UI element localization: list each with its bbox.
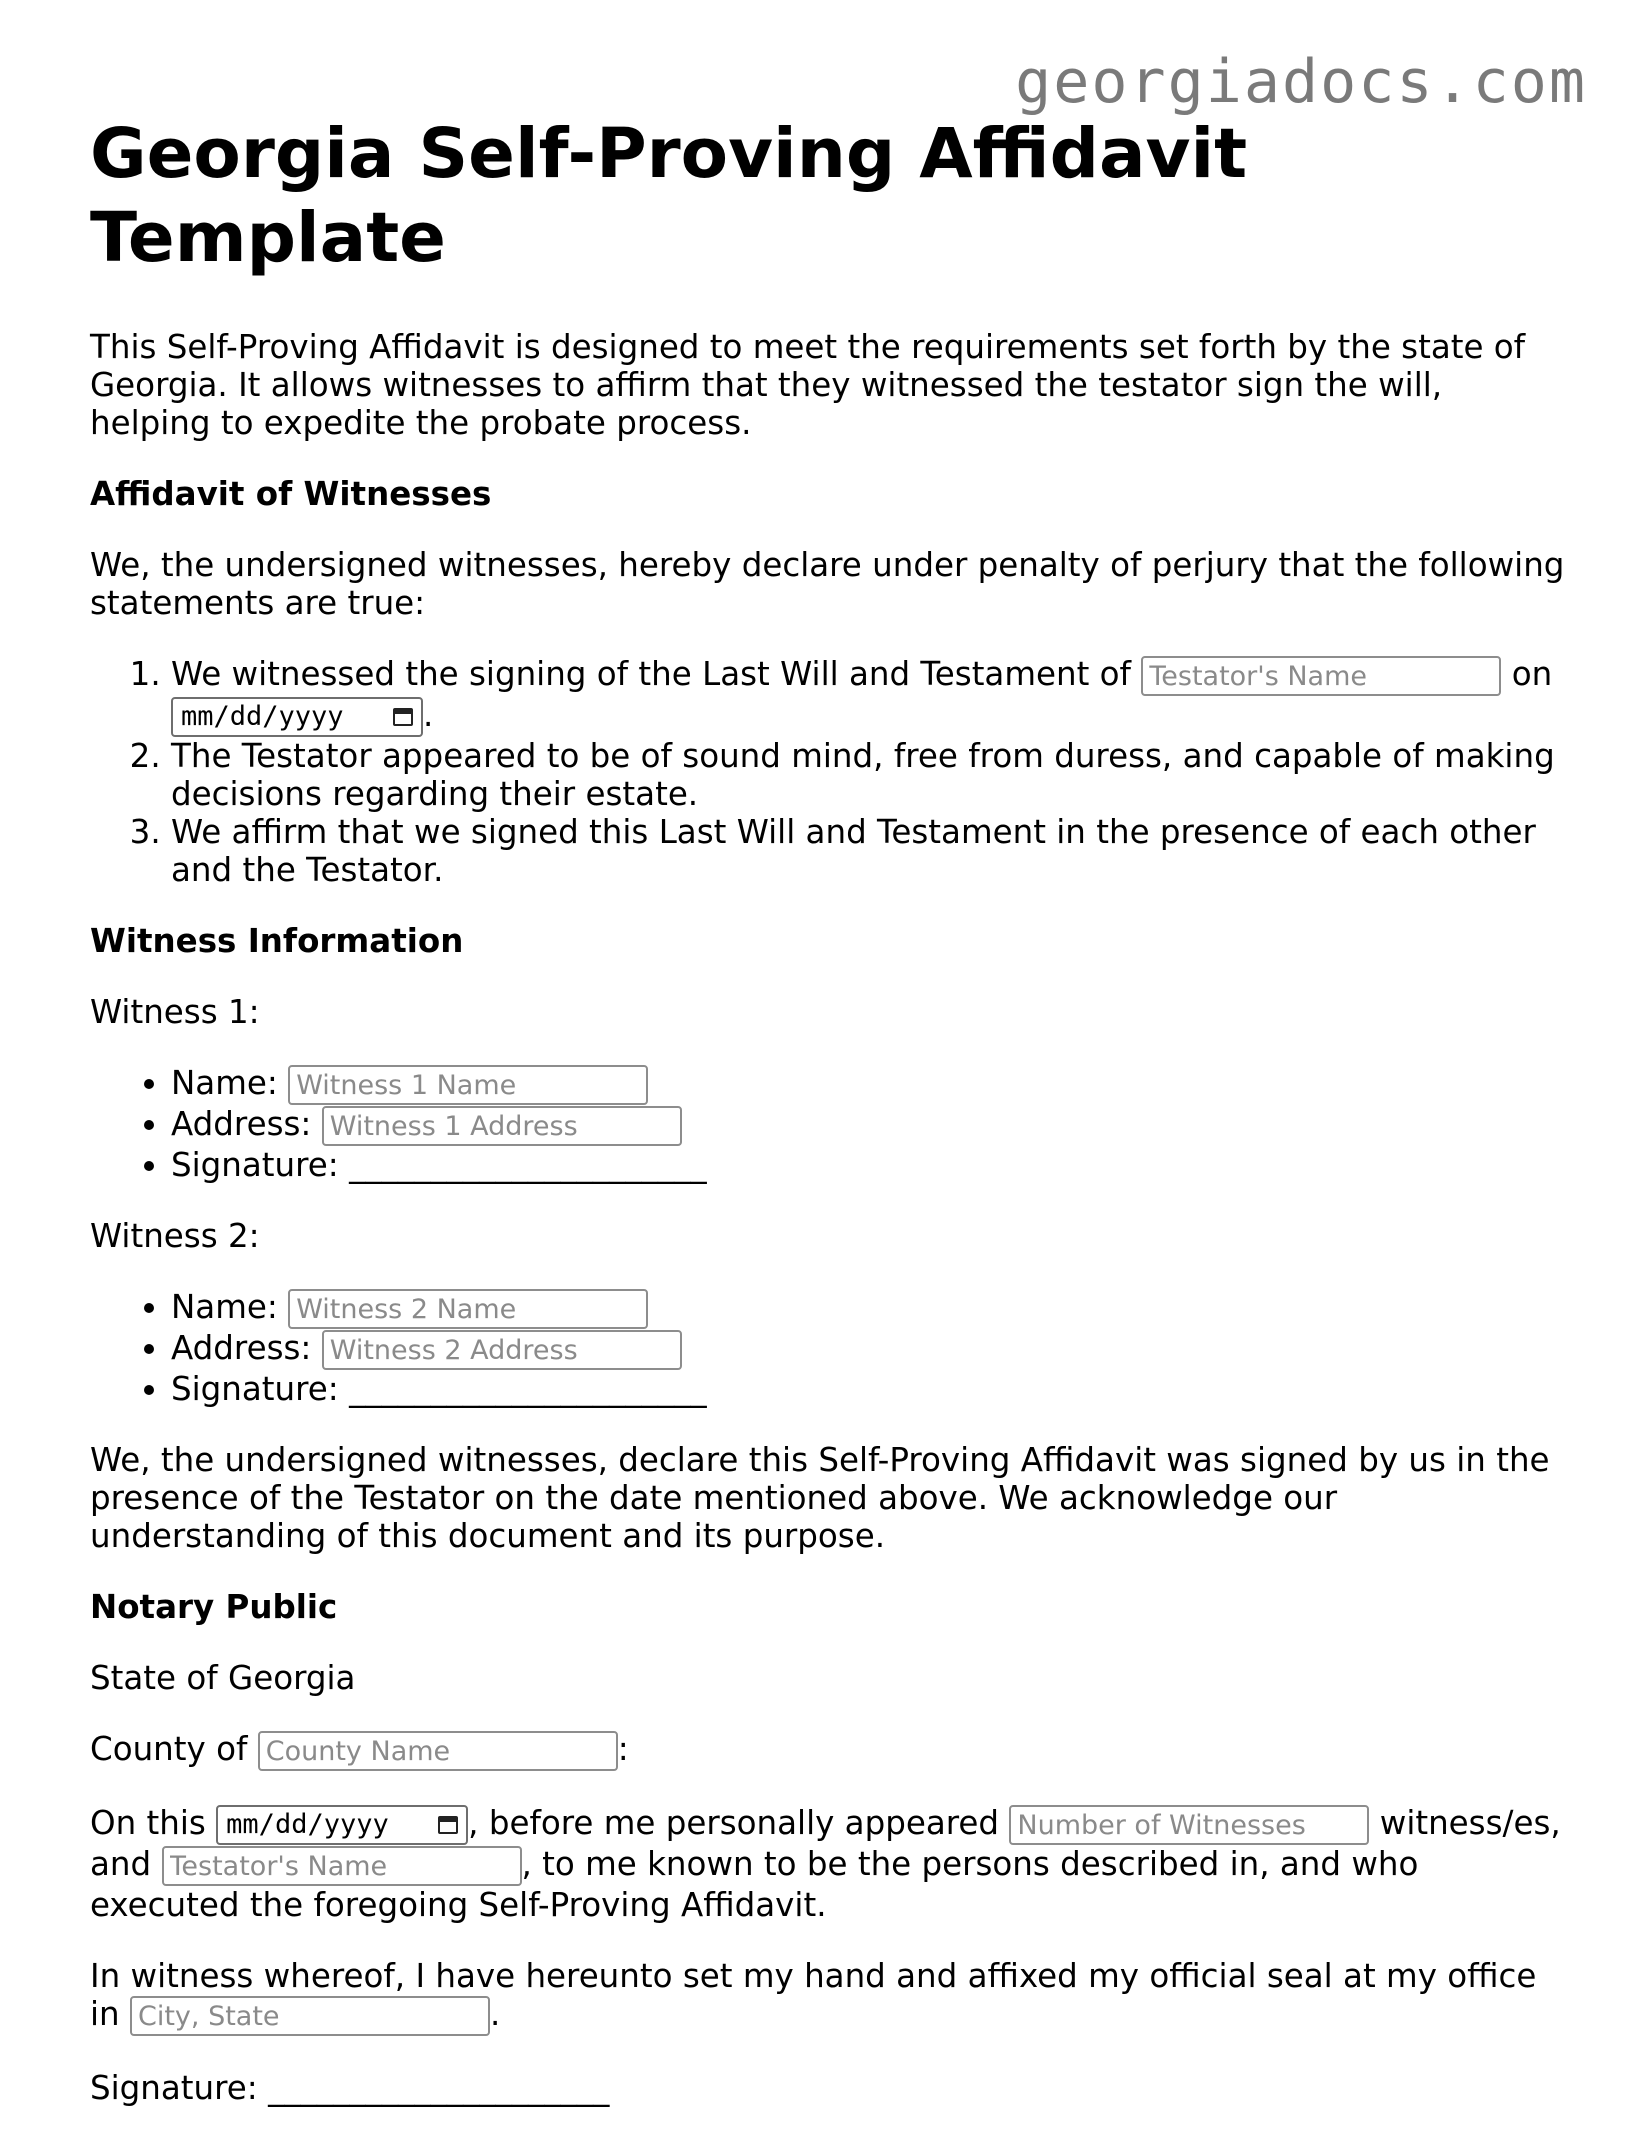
signing-date-input[interactable] (171, 697, 423, 737)
witness-1-fields (90, 1064, 1570, 1184)
whereof-text: In witness whereof, I have hereunto set my hand and affixed my official seal at my office in (90, 1957, 1537, 2033)
witness-1-name-row (171, 1064, 1570, 1105)
witness-1-address-input[interactable] (322, 1106, 682, 1146)
affidavit-heading: Affidavit of Witnesses (90, 475, 492, 513)
witness-1-name-input[interactable] (288, 1065, 648, 1105)
page-title: Georgia Self-Proving Affidavit Template (90, 114, 1248, 278)
declaration-paragraph: We, the undersigned witnesses, hereby declare under penalty of perjury that the following statements are true: (90, 546, 1565, 622)
witness-2-name-row (171, 1288, 1570, 1329)
address-label: Address: (171, 1329, 312, 1367)
statement-1-period: . (423, 696, 434, 734)
witness-1-label: Witness 1: (90, 993, 260, 1031)
witness-2-name-input[interactable] (288, 1289, 648, 1329)
notary-signature-line: _____________________ (268, 2069, 610, 2107)
notary-testator-name-input[interactable] (162, 1846, 522, 1886)
testator-name-input[interactable] (1141, 656, 1501, 696)
statement-item-1 (171, 655, 1570, 737)
document-body (90, 112, 1570, 2140)
name-label: Name: (171, 1064, 278, 1102)
county-label: County of (90, 1730, 248, 1768)
statements-list (90, 655, 1570, 889)
county-name-input[interactable] (258, 1731, 618, 1771)
notary-date-input[interactable] (216, 1805, 468, 1845)
notary-signature-row (90, 2069, 1570, 2107)
witness-2-label: Witness 2: (90, 1217, 260, 1255)
witness-1-signature-line: ______________________ (349, 1146, 707, 1184)
address-label: Address: (171, 1105, 312, 1143)
notary-appearance-paragraph (90, 1804, 1570, 1924)
statement-item-3: 3. We affirm that we signed this Last Will and Testament in the presence of each other and the Testator. (171, 813, 1570, 889)
and-text: and (90, 1845, 152, 1883)
number-of-witnesses-input[interactable] (1009, 1805, 1369, 1845)
date-placeholder: mm/dd/yyyy (226, 1809, 389, 1840)
signature-label: Signature: (171, 1370, 339, 1408)
notary-state: State of Georgia (90, 1659, 356, 1697)
on-this-text: On this (90, 1804, 206, 1842)
city-state-input[interactable] (130, 1996, 490, 2036)
notary-signature-label: Signature: (90, 2069, 258, 2107)
witness-closing-paragraph: We, the undersigned witnesses, declare this Self-Proving Affidavit was signed by us in the presence of the Testator on the date mentioned above. We acknowledge our understanding of this document and its purpose. (90, 1441, 1550, 1555)
county-row (90, 1730, 1570, 1771)
intro-paragraph: This Self-Proving Affidavit is designed to meet the requirements set forth by the state of Georgia. It allows witnesses to affirm that they witnessed the testator sign the will, helping to expedite the probate process. (90, 328, 1526, 442)
county-colon: : (617, 1730, 629, 1768)
watermark: georgiadocs.com (1015, 47, 1587, 117)
whereof-period: . (489, 1995, 501, 2033)
witness-info-heading: Witness Information (90, 922, 464, 960)
witness-2-fields (90, 1288, 1570, 1408)
signature-label: Signature: (171, 1146, 339, 1184)
witness-2-signature-row (171, 1370, 1570, 1408)
witnesses-suffix: witness/es, (1379, 1804, 1561, 1842)
witness-2-address-input[interactable] (322, 1330, 682, 1370)
witness-1-address-row (171, 1105, 1570, 1146)
whereof-paragraph (90, 1957, 1570, 2036)
witness-1-signature-row (171, 1146, 1570, 1184)
statement-item-2: 2. The Testator appeared to be of sound mind, free from duress, and capable of making decisions regarding their estate. (171, 737, 1570, 813)
known-text: , to me known to be the persons described in, and who executed the foregoing Self-Proving Affidavit. (90, 1845, 1419, 1924)
calendar-icon[interactable] (438, 1816, 458, 1834)
witness-2-signature-line: ______________________ (349, 1370, 707, 1408)
statement-1-text: We witnessed the signing of the Last Will and Testament of (171, 655, 1132, 693)
statement-1-on: on (1511, 655, 1553, 693)
notary-heading: Notary Public (90, 1588, 338, 1626)
calendar-icon[interactable] (393, 708, 413, 726)
date-placeholder: mm/dd/yyyy (181, 701, 344, 732)
name-label: Name: (171, 1288, 278, 1326)
appeared-text: , before me personally appeared (468, 1804, 1000, 1842)
witness-2-address-row (171, 1329, 1570, 1370)
